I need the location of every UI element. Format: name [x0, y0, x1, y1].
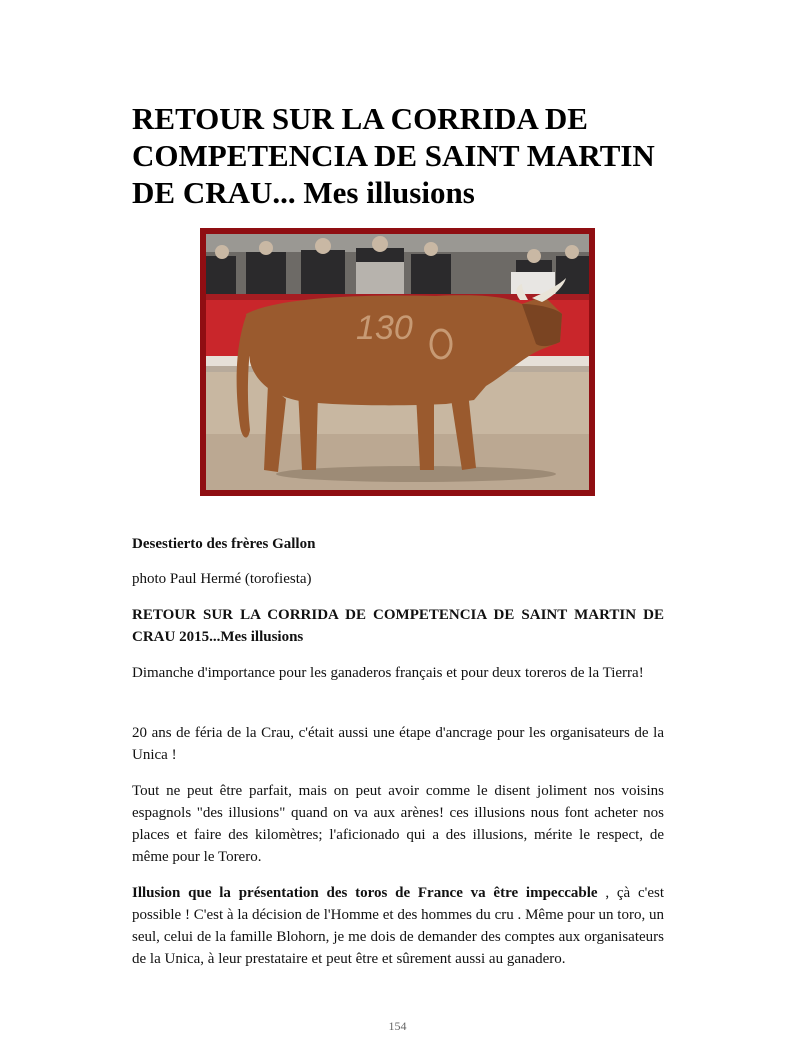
article-subtitle: RETOUR SUR LA CORRIDA DE COMPETENCIA DE SAINT MARTIN DE CRAU 2015...Mes illusions [132, 607, 664, 645]
paragraph-1: Dimanche d'importance pour les ganaderos français et pour deux toreros de la Tierra! [132, 665, 644, 681]
bull-photo [206, 234, 589, 490]
paragraph-3: Tout ne peut être parfait, mais on peut avoir comme le disent joliment nos voisins espagnols "des illusions" quand on va aux arènes! ces illusions nous font acheter nos places et faire des kilomètres; l'aficionado qui a des illusions, mérite le respect, de même pour le Torero. [132, 783, 664, 865]
paragraph-2: 20 ans de féria de la Crau, c'était aussi une étape d'ancrage pour les organisateurs de la Unica ! [132, 725, 664, 763]
photo-credit: photo Paul Hermé (torofiesta) [132, 571, 312, 587]
paragraph-4-lead: Illusion que la présentation des toros de France va être impeccable [132, 885, 598, 901]
photo-frame [200, 228, 595, 496]
paragraph-4 [132, 882, 664, 970]
page-title: RETOUR SUR LA CORRIDA DE COMPETENCIA DE SAINT MARTIN DE CRAU... Mes illusions [132, 101, 655, 210]
paragraph-4-body: , çà c'est possible ! C'est à la décision de l'Homme et des hommes du cru . Même pour un toro, un seul, celui de la famille Blohorn, je me dois de demander des comptes aux organisateurs de la Unica, à leur prestataire et peut être et sûrement aussi au ganadero. [132, 885, 664, 967]
page-number: 154 [388, 1019, 407, 1033]
bull-brand-number: 130 [356, 309, 413, 347]
photo-caption: Desestierto des frères Gallon [132, 536, 316, 552]
